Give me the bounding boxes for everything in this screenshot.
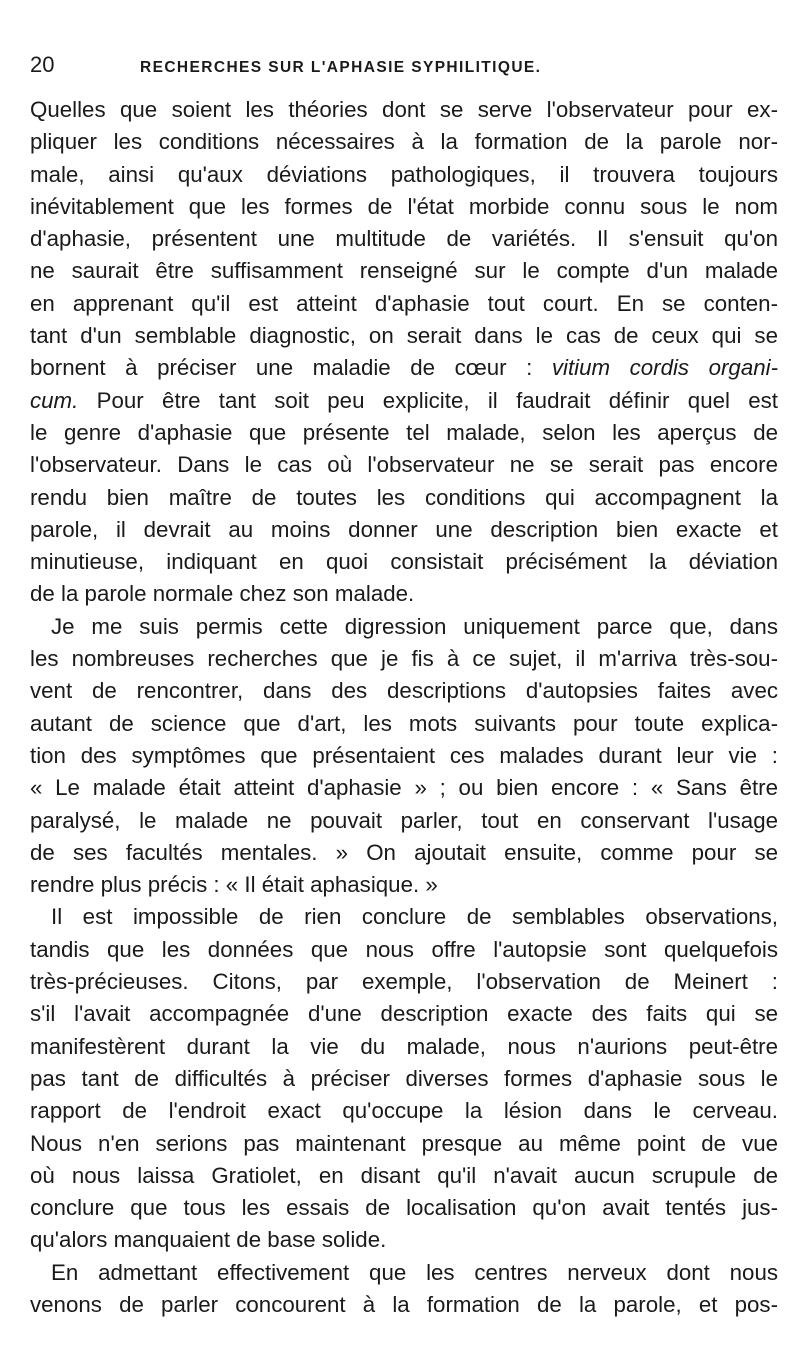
text-line: Nous n'en serions pas maintenant presque au même point de vue (30, 1130, 778, 1156)
text-line: conclure que tous les essais de localisation qu'on avait tentés jus- (30, 1195, 778, 1221)
text-line: minutieuse, indiquant en quoi consistait précisément la déviation (30, 549, 778, 575)
page-header (30, 52, 778, 88)
paragraph (30, 901, 778, 1256)
text-line: de la parole normale chez son malade. (30, 581, 415, 607)
text-line: s'il l'avait accompagnée d'une description exacte des faits qui se (30, 1001, 778, 1027)
text-line: rendu bien maître de toutes les conditions qui accompagnent la (30, 484, 778, 510)
paragraph (30, 1257, 778, 1322)
text-line: rapport de l'endroit exact qu'occupe la lésion dans le cerveau. (30, 1098, 778, 1124)
text-line: male, ainsi qu'aux déviations pathologiques, il trouvera toujours (30, 161, 778, 187)
text-line: les nombreuses recherches que je fis à ce sujet, il m'arriva très-sou- (30, 646, 778, 672)
running-head: RECHERCHES SUR L'APHASIE SYPHILITIQUE. (140, 59, 542, 76)
page-number: 20 (30, 52, 55, 77)
text-line: inévitablement que les formes de l'état morbide connu sous le nom (30, 193, 778, 219)
text-line: pas tant de difficultés à préciser diverses formes d'aphasie sous le (30, 1065, 778, 1091)
text-line: cum. Pour être tant soit peu explicite, il faudrait définir quel est (30, 387, 778, 413)
text-line: tandis que les données que nous offre l'autopsie sont quelquefois (30, 936, 778, 962)
paragraph (30, 611, 778, 902)
text-line: « Le malade était atteint d'aphasie » ; ou bien encore : « Sans être (30, 775, 778, 801)
text-line: qu'alors manquaient de base solide. (30, 1227, 387, 1253)
text-line: paralysé, le malade ne pouvait parler, tout en conservant l'usage (30, 807, 778, 833)
text-line: tant d'un semblable diagnostic, on serait dans le cas de ceux qui se (30, 323, 778, 349)
text-line: le genre d'aphasie que présente tel malade, selon les aperçus de (30, 419, 778, 445)
text-line: venons de parler concourent à la formation de la parole, et pos- (30, 1291, 778, 1317)
italic-phrase: cum. (30, 387, 79, 413)
text-line: ne saurait être suffisamment renseigné sur le compte d'un malade (30, 258, 778, 284)
text-line: l'observateur. Dans le cas où l'observateur ne se serait pas encore (30, 452, 778, 478)
text-line: manifestèrent durant la vie du malade, nous n'aurions peut-être (30, 1033, 778, 1059)
text-line: de ses facultés mentales. » On ajoutait ensuite, comme pour se (30, 839, 778, 865)
text-line: très-précieuses. Citons, par exemple, l'observation de Meinert : (30, 969, 778, 995)
text-line: bornent à préciser une maladie de cœur : vitium cordis organi- (30, 355, 779, 381)
text-line: parole, il devrait au moins donner une description bien exacte et (30, 516, 778, 542)
body-text (30, 94, 778, 1321)
text-line: Il est impossible de rien conclure de semblables observations, (51, 904, 778, 930)
text-line: Quelles que soient les théories dont se serve l'observateur pour ex- (30, 97, 778, 122)
text-line: Je me suis permis cette digression uniquement parce que, dans (51, 613, 778, 639)
text-line: en apprenant qu'il est atteint d'aphasie tout court. En se conten- (30, 290, 778, 316)
text-line: autant de science que d'art, les mots suivants pour toute explica- (30, 710, 778, 736)
text-line: d'aphasie, présentent une multitude de variétés. Il s'ensuit qu'on (30, 226, 778, 252)
book-page (30, 52, 778, 1321)
text-line: vent de rencontrer, dans des descriptions d'autopsies faites avec (30, 678, 778, 704)
text-line: tion des symptômes que présentaient ces malades durant leur vie : (30, 742, 778, 768)
italic-phrase: vitium cordis organi- (551, 355, 779, 381)
paragraph (30, 94, 778, 611)
text-line: En admettant effectivement que les centres nerveux dont nous (51, 1259, 778, 1285)
text-line: pliquer les conditions nécessaires à la formation de la parole nor- (30, 129, 778, 155)
text-line: rendre plus précis : « Il était aphasique. » (30, 872, 438, 898)
text-line: où nous laissa Gratiolet, en disant qu'il n'avait aucun scrupule de (30, 1162, 778, 1188)
